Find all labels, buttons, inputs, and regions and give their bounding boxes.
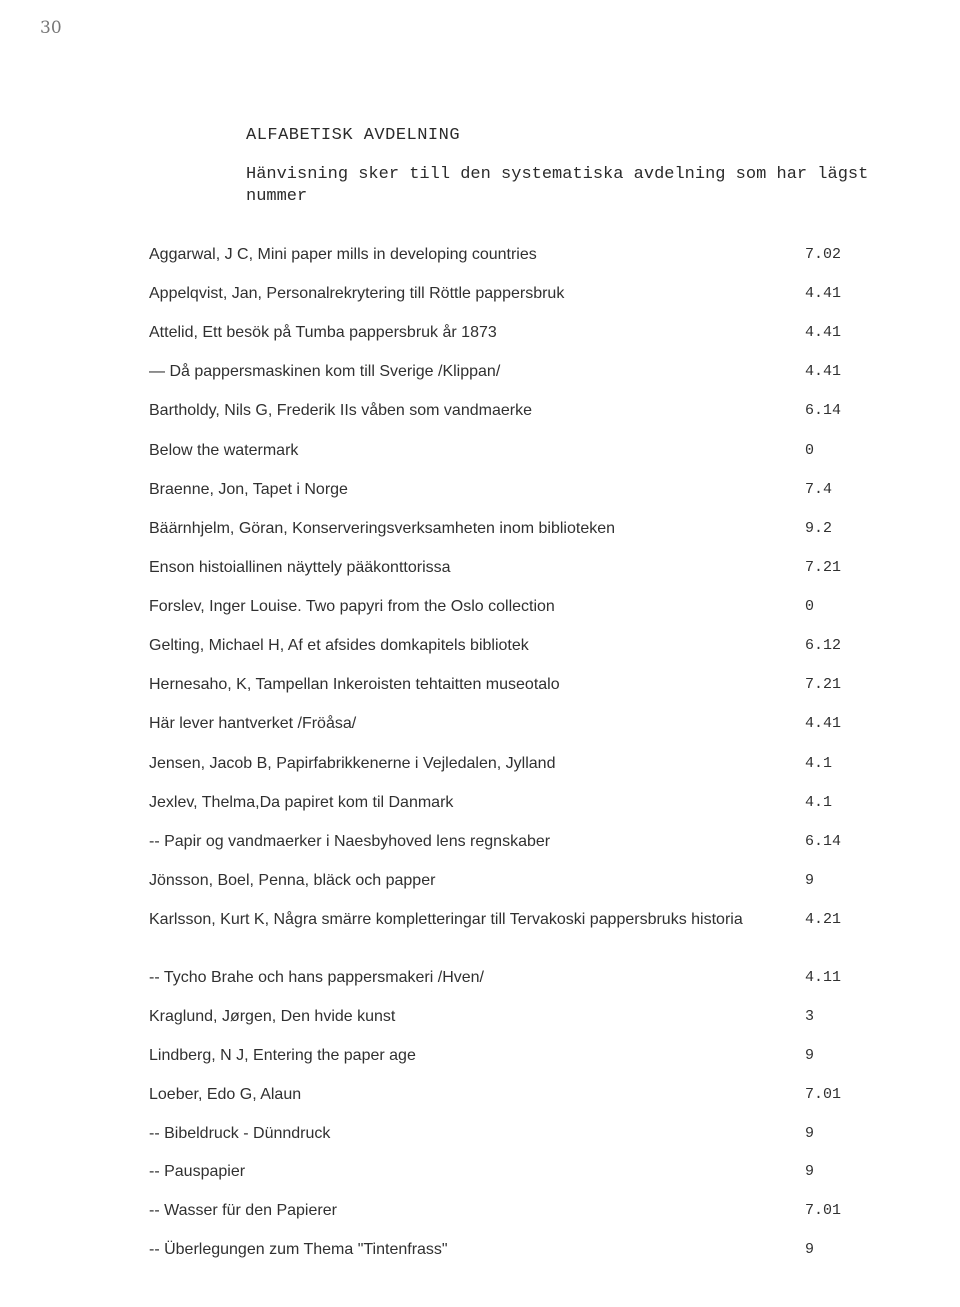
entry-text: Karlsson, Kurt K, Några smärre kompletteringar till Tervakoski pappersbruks historia bbox=[149, 911, 743, 928]
entry-text: Bäärnhjelm, Göran, Konserveringsverksamheten inom biblioteken bbox=[149, 520, 616, 537]
entry-text: Jönsson, Boel, Penna, bläck och papper bbox=[149, 872, 436, 889]
index-entry bbox=[149, 401, 854, 420]
page-heading: ALFABETISK AVDELNING bbox=[246, 126, 461, 145]
entry-text: — Då pappersmaskinen kom till Sverige /Klippan/ bbox=[149, 363, 501, 380]
entry-text: -- Pauspapier bbox=[149, 1163, 246, 1180]
entry-text: Loeber, Edo G, Alaun bbox=[149, 1086, 302, 1103]
index-entry bbox=[149, 1124, 854, 1143]
index-entry bbox=[149, 1007, 854, 1026]
entry-reference: 4.1 bbox=[805, 794, 833, 811]
entry-text: Forslev, Inger Louise. Two papyri from the Oslo collection bbox=[149, 598, 555, 615]
entry-text: Attelid, Ett besök på Tumba pappersbruk år 1873 bbox=[149, 324, 497, 341]
entry-text: -- Tycho Brahe och hans pappersmakeri /Hven/ bbox=[149, 969, 484, 986]
index-entry bbox=[149, 832, 854, 851]
index-entry bbox=[149, 558, 854, 577]
page-number: 30 bbox=[40, 18, 62, 38]
entry-text: Bartholdy, Nils G, Frederik IIs våben som vandmaerke bbox=[149, 402, 532, 419]
entry-text: -- Wasser für den Papierer bbox=[149, 1202, 337, 1219]
entry-reference: 6.14 bbox=[805, 402, 842, 419]
index-entry bbox=[149, 636, 854, 655]
index-entry bbox=[149, 1085, 854, 1104]
entry-text: Jexlev, Thelma,Da papiret kom til Danmark bbox=[149, 794, 454, 811]
entry-text: Hernesaho, K, Tampellan Inkeroisten tehtaitten museotalo bbox=[149, 676, 560, 693]
index-entry bbox=[149, 284, 854, 303]
index-entry bbox=[149, 480, 854, 499]
entry-text: Jensen, Jacob B, Papirfabrikkenerne i Vejledalen, Jylland bbox=[149, 755, 556, 772]
entry-reference: 7.01 bbox=[805, 1202, 842, 1219]
entry-text: Kraglund, Jørgen, Den hvide kunst bbox=[149, 1008, 396, 1025]
index-entry bbox=[149, 714, 854, 733]
entry-text: -- Papir og vandmaerker i Naesbyhoved lens regnskaber bbox=[149, 833, 551, 850]
entry-text: Gelting, Michael H, Af et afsides domkapitels bibliotek bbox=[149, 637, 529, 654]
index-entry bbox=[149, 910, 854, 929]
entry-reference: 4.41 bbox=[805, 324, 842, 341]
index-entry bbox=[149, 597, 854, 616]
index-entry bbox=[149, 675, 854, 694]
entry-reference: 4.41 bbox=[805, 363, 842, 380]
index-entry bbox=[149, 1240, 854, 1259]
entry-reference: 6.12 bbox=[805, 637, 842, 654]
entry-reference: 4.21 bbox=[805, 911, 842, 928]
entry-reference: 0 bbox=[805, 442, 815, 459]
index-entry bbox=[149, 968, 854, 987]
index-entry bbox=[149, 871, 854, 890]
index-entry bbox=[149, 245, 854, 264]
index-entry bbox=[149, 793, 854, 812]
entry-reference: 6.14 bbox=[805, 833, 842, 850]
entry-reference: 4.11 bbox=[805, 969, 842, 986]
intro-note: Hänvisning sker till den systematiska avdelning som har lägst nummer bbox=[246, 165, 869, 206]
entry-reference: 9 bbox=[805, 1241, 815, 1258]
entry-text: Braenne, Jon, Tapet i Norge bbox=[149, 481, 348, 498]
index-entry bbox=[149, 754, 854, 773]
entry-reference: 7.4 bbox=[805, 481, 833, 498]
entry-reference: 9 bbox=[805, 1125, 815, 1142]
entry-text: Lindberg, N J, Entering the paper age bbox=[149, 1047, 416, 1064]
entry-reference: 3 bbox=[805, 1008, 815, 1025]
entry-reference: 4.41 bbox=[805, 715, 842, 732]
index-entry bbox=[149, 519, 854, 538]
entry-text: Appelqvist, Jan, Personalrekrytering till Röttle pappersbruk bbox=[149, 285, 565, 302]
entry-reference: 7.21 bbox=[805, 676, 842, 693]
entry-reference: 9 bbox=[805, 872, 815, 889]
entry-reference: 7.02 bbox=[805, 246, 842, 263]
entry-reference: 7.21 bbox=[805, 559, 842, 576]
index-entry bbox=[149, 1162, 854, 1181]
entry-reference: 4.41 bbox=[805, 285, 842, 302]
index-entry bbox=[149, 1046, 854, 1065]
index-entry bbox=[149, 441, 854, 460]
entry-text: Här lever hantverket /Fröåsa/ bbox=[149, 715, 357, 732]
entry-text: Enson histoiallinen näyttely pääkonttorissa bbox=[149, 559, 451, 576]
index-entry bbox=[149, 362, 854, 381]
entry-reference: 9 bbox=[805, 1163, 815, 1180]
entry-text: Below the watermark bbox=[149, 442, 299, 459]
entry-reference: 9.2 bbox=[805, 520, 833, 537]
entry-reference: 0 bbox=[805, 598, 815, 615]
entry-text: Aggarwal, J C, Mini paper mills in developing countries bbox=[149, 246, 537, 263]
entry-reference: 9 bbox=[805, 1047, 815, 1064]
index-entry bbox=[149, 1201, 854, 1220]
entry-reference: 4.1 bbox=[805, 755, 833, 772]
entry-reference: 7.01 bbox=[805, 1086, 842, 1103]
entry-text: -- Überlegungen zum Thema "Tintenfrass" bbox=[149, 1241, 448, 1258]
index-entry bbox=[149, 323, 854, 342]
entry-text: -- Bibeldruck - Dünndruck bbox=[149, 1125, 331, 1142]
